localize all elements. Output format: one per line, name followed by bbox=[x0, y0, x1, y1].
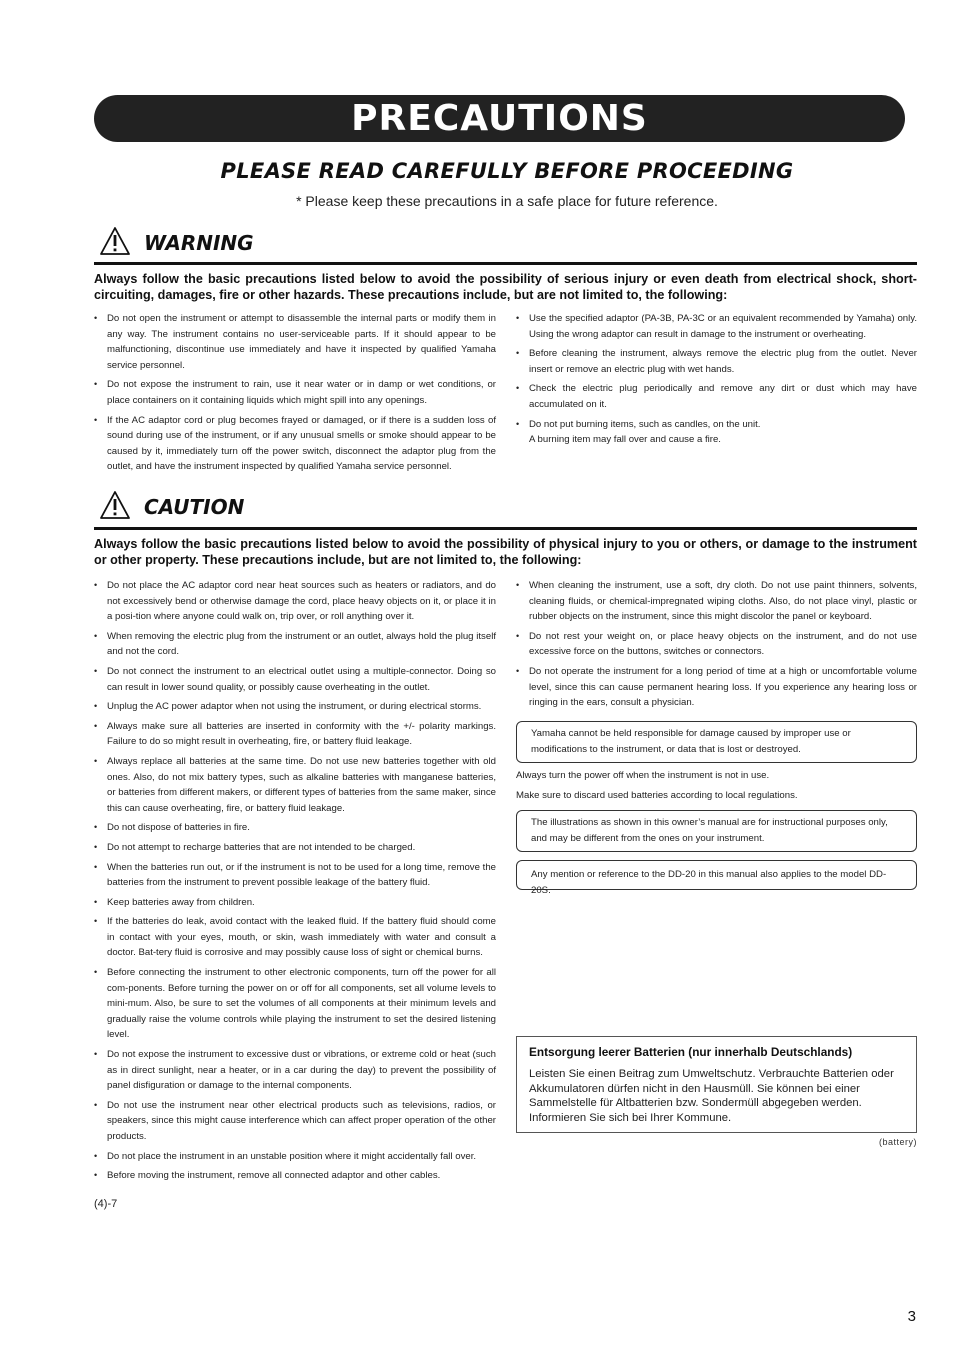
list-item: • Before cleaning the instrument, always remove the electric plug from the outlet. Never insert or remove an electric plug with wet hands. bbox=[516, 346, 917, 377]
warning-header bbox=[94, 226, 917, 260]
warning-list-right bbox=[516, 311, 917, 452]
discard-note: Make sure to discard used batteries according to local regulations. bbox=[516, 790, 798, 801]
list-item: • Do not rest your weight on, or place heavy objects on the instrument, and do not use excessive force on the buttons, switches or connectors. bbox=[516, 629, 917, 660]
illustrations-notice: The illustrations as shown in this owner’s manual are for instructional purposes only, and may be different from the ones on your instrument. bbox=[516, 810, 917, 852]
battery-disposal-title: Entsorgung leerer Batterien (nur innerhalb Deutschlands) bbox=[529, 1045, 853, 1059]
battery-disposal-box bbox=[516, 1036, 917, 1133]
list-item: • Check the electric plug periodically and remove any dirt or dust which may have accumulated on it. bbox=[516, 381, 917, 412]
list-item: • Use the specified adaptor (PA-3B, PA-3C or an equivalent recommended by Yamaha) only. Using the wrong adaptor can result in damage to the instrument or overheating. bbox=[516, 311, 917, 342]
list-item: • When the batteries run out, or if the instrument is not to be used for a long time, remove the batteries from the instrument to prevent possible leakage of the battery fluid. bbox=[94, 860, 496, 891]
caution-list-left bbox=[94, 578, 496, 1188]
list-item: • Do not open the instrument or attempt to disassemble the internal parts or modify them in any way. The instrument contains no user-serviceable parts. If it should appear to be malfunctioning, discontinue use immediately and have it inspected by qualified Yamaha service personnel. bbox=[94, 311, 496, 373]
page-number: 3 bbox=[907, 1308, 916, 1325]
caution-rule bbox=[94, 527, 917, 530]
warning-triangle-icon bbox=[99, 226, 131, 256]
liability-notice: Yamaha cannot be held responsible for damage caused by improper use or modifications to the instrument, or data that is lost or destroyed. bbox=[516, 721, 917, 763]
list-item: • When removing the electric plug from the instrument or an outlet, always hold the plug itself and not the cord. bbox=[94, 629, 496, 660]
list-item: • Keep batteries away from children. bbox=[94, 895, 496, 911]
list-item: • Before connecting the instrument to other electronic components, turn off the power for all com-ponents. Before turning the power on or off for all components, set all volume levels to mini-mum. Also, be sure to set the volumes of all components at their minimum levels and gradually raise the volume controls while playing the instrument to set the desired listening level. bbox=[94, 965, 496, 1043]
warning-label: WARNING bbox=[144, 231, 254, 255]
keep-note: * Please keep these precautions in a safe place for future reference. bbox=[296, 193, 718, 209]
subtitle: PLEASE READ CAREFULLY BEFORE PROCEEDING bbox=[220, 159, 794, 183]
list-item: • Do not put burning items, such as candles, on the unit. A burning item may fall over and cause a fire. bbox=[516, 417, 917, 448]
list-item: • Do not dispose of batteries in fire. bbox=[94, 820, 496, 836]
battery-tag: (battery) bbox=[878, 1137, 917, 1147]
list-item: • Do not expose the instrument to rain, use it near water or in damp or wet conditions, or place containers on it containing liquids which might spill into any openings. bbox=[94, 377, 496, 408]
caution-header bbox=[94, 490, 917, 524]
caution-label: CAUTION bbox=[144, 495, 245, 519]
list-item: • When cleaning the instrument, use a soft, dry cloth. Do not use paint thinners, solvents, cleaning fluids, or chemical-impregnated wiping cloths. Also, do not place vinyl, plastic or rubber objects on the instrument, since this might discolor the panel or keyboard. bbox=[516, 578, 917, 625]
list-item: • If the AC adaptor cord or plug becomes frayed or damaged, or if there is a sudden loss of sound during use of the instrument, or if any unusual smells or smoke should appear to be caused by it, immediately turn off the power switch, disconnect the adaptor plug from the outlet, and have the instrument inspected by qualified Yamaha service personnel. bbox=[94, 413, 496, 475]
list-item: • Always make sure all batteries are inserted in conformity with the +/- polarity markings. Failure to do so might result in overheating, fire, or battery fluid leakage. bbox=[94, 719, 496, 750]
power-off-note: Always turn the power off when the instrument is not in use. bbox=[516, 770, 770, 781]
warning-intro: Always follow the basic precautions listed below to avoid the possibility of serious injury or even death from electrical shock, short-circuiting, damages, fire or other hazards. These precautions include, but are not limited to, the following: bbox=[94, 272, 917, 302]
list-item: • Do not place the AC adaptor cord near heat sources such as heaters or radiators, and do not excessively bend or otherwise damage the cord, place heavy objects on it, or place it in a posi-tion where anyone could walk on, trip over, or roll anything over it. bbox=[94, 578, 496, 625]
precautions-banner bbox=[94, 95, 905, 142]
list-item: • Before moving the instrument, remove all connected adaptor and other cables. bbox=[94, 1168, 496, 1184]
caution-intro: Always follow the basic precautions listed below to avoid the possibility of physical injury to you or others, or damage to the instrument or other property. These precautions include, but are not limited to, the following: bbox=[94, 537, 917, 567]
list-item: • Always replace all batteries at the same time. Do not use new batteries together with old ones. Also, do not mix battery types, such as alkaline batteries with manganese batteries, or batteries from different makers, or different types of batteries from the same maker, since this can cause overheating, fire, or battery fluid leakage. bbox=[94, 754, 496, 816]
list-item: • Do not use the instrument near other electrical products such as televisions, radios, or speakers, since this might cause interference which can affect proper operation of the other products. bbox=[94, 1098, 496, 1145]
list-item: • Unplug the AC power adaptor when not using the instrument, or during electrical storms. bbox=[94, 699, 496, 715]
battery-disposal-text: Leisten Sie einen Beitrag zum Umweltschutz. Verbrauchte Batterien oder Akkumulatoren dürfen nicht in den Hausmüll. Sie können bei einer Sammelstelle für Altbatterien bzw. Sondermüll abgegeben werden. Informieren Sie sich bei Ihrer Kommune. bbox=[529, 1068, 894, 1124]
page-code: (4)-7 bbox=[94, 1198, 118, 1210]
caution-list-right bbox=[516, 578, 917, 715]
caution-triangle-icon bbox=[99, 490, 131, 520]
warning-rule bbox=[94, 262, 917, 265]
list-item: • If the batteries do leak, avoid contact with the leaked fluid. If the battery fluid should come in contact with your eyes, mouth, or skin, wash immediately with water and consult a doctor. Bat-tery fluid is corrosive and may possibly cause loss of sight or chemical burns. bbox=[94, 914, 496, 961]
model-notice: Any mention or reference to the DD-20 in this manual also applies to the model DD-20S. bbox=[516, 860, 917, 890]
list-item: • Do not operate the instrument for a long period of time at a high or uncomfortable volume level, since this can cause permanent hearing loss. If you experience any hearing loss or ringing in the ears, consult a physician. bbox=[516, 664, 917, 711]
page-title: PRECAUTIONS bbox=[351, 97, 648, 139]
list-item: • Do not connect the instrument to an electrical outlet using a multiple-connector. Doing so can result in lower sound quality, or possibly cause overheating in the outlet. bbox=[94, 664, 496, 695]
list-item: • Do not attempt to recharge batteries that are not intended to be charged. bbox=[94, 840, 496, 856]
warning-list-left bbox=[94, 311, 496, 479]
list-item: • Do not place the instrument in an unstable position where it might accidentally fall over. bbox=[94, 1149, 496, 1165]
list-item: • Do not expose the instrument to excessive dust or vibrations, or extreme cold or heat (such as in direct sunlight, near a heater, or in a car during the day) to prevent the possibility of panel disfiguration or damage to the internal components. bbox=[94, 1047, 496, 1094]
